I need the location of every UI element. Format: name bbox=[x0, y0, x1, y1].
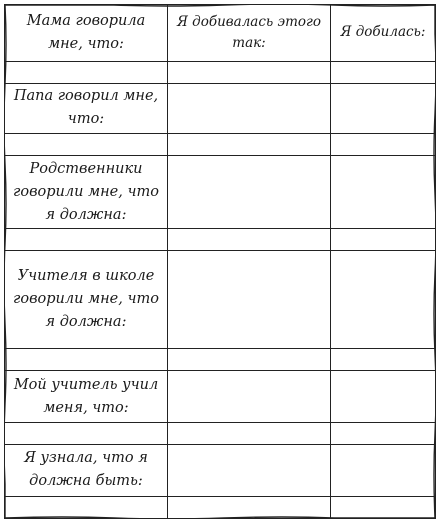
header-cell-result: Я добилась: bbox=[331, 5, 436, 62]
row-label-relatives: Родственники говорили мне, что я должна: bbox=[5, 156, 168, 229]
row-label-learned: Я узнала, что я должна быть: bbox=[5, 445, 168, 497]
row-label-teachers: Учителя в школе говорили мне, что я должна: bbox=[5, 251, 168, 349]
row-label-father: Папа говорил мне, что: bbox=[5, 83, 168, 133]
worksheet-table-frame bbox=[4, 4, 436, 519]
wavy-border bbox=[4, 4, 436, 519]
header-cell-mother: Мама говорила мне, что: bbox=[5, 5, 168, 62]
header-cell-how: Я добивалась этого так: bbox=[168, 5, 331, 62]
row-label-my-teacher: Мой учитель учил меня, что: bbox=[5, 371, 168, 423]
